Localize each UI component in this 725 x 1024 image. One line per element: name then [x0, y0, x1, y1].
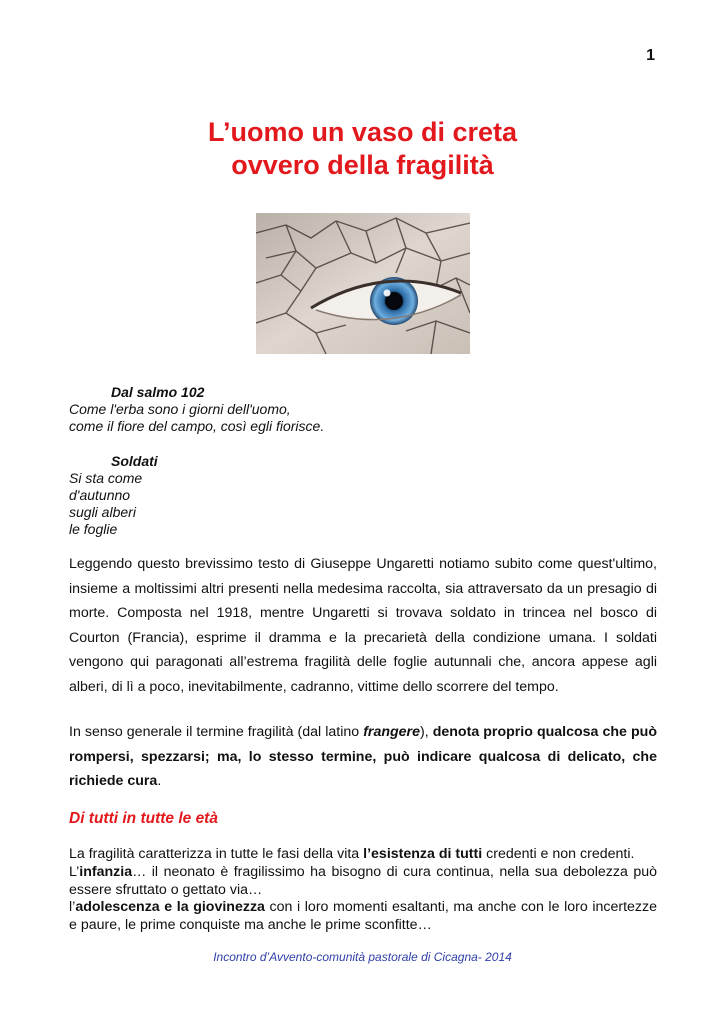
text: L’ — [69, 863, 80, 880]
text: l’ — [69, 899, 76, 916]
bold-text: l’esistenza di tutti — [363, 846, 483, 862]
text: . — [157, 773, 162, 790]
psalm-quote — [69, 384, 657, 435]
poem-line: sugli alberi — [69, 504, 136, 520]
page-title — [0, 116, 725, 182]
eye-illustration — [256, 213, 470, 354]
title-line-2: ovvero della fragilità — [231, 150, 494, 180]
paragraph-ungaretti: Leggendo questo brevissimo testo di Giuseppe Ungaretti notiamo subito come quest'ultimo, insieme a moltissimi altri presenti nella medesima raccolta, sia attraversato da un presagio di morte. Composta nel 1918, mentre Ungaretti si trovava soldato in trincea nel bosco di Courton (Francia), esprime il dramma e la precarietà della condizione umana. I soldati vengono qui paragonati all’estrema fragilità delle foglie autunnali che, ancora appese agli alberi, di lì a poco, inevitabilmente, cadranno, vittime dello scorrere del tempo. — [69, 556, 657, 695]
bold-text: denota proprio qualcosa che può rompersi, spezzarsi; ma, lo stesso termine, può indicare qualcosa di delicato, che richiede cura — [69, 724, 657, 790]
page-footer: Incontro d’Avvento-comunità pastorale di Cicagna- 2014 — [213, 950, 512, 964]
latin-term: frangere — [363, 724, 420, 740]
psalm-line: come il fiore del campo, così egli fiorisce. — [69, 418, 325, 434]
text: … il neonato è fragilissimo ha bisogno di cura continua, nella sua debolezza può essere sfruttato o gettato via… — [69, 863, 657, 898]
text: credenti e non credenti. — [482, 846, 635, 862]
poem-quote — [69, 453, 657, 538]
bold-text: infanzia — [79, 863, 133, 880]
poem-heading: Soldati — [111, 453, 158, 469]
page-number: 1 — [646, 47, 655, 64]
poem-line: d'autunno — [69, 487, 131, 503]
poem-line: le foglie — [69, 521, 118, 537]
title-line-1: L’uomo un vaso di creta — [207, 117, 518, 147]
paragraph-fragility-definition — [69, 720, 657, 794]
bold-text: adolescenza e la giovinezza — [75, 899, 265, 916]
paragraph-ages — [69, 846, 657, 935]
psalm-heading: Dal salmo 102 — [111, 384, 205, 400]
text: La fragilità caratterizza in tutte le fasi della vita — [69, 846, 364, 862]
section-title: Di tutti in tutte le età — [69, 810, 218, 827]
psalm-line: Come l'erba sono i giorni dell'uomo, — [69, 401, 291, 417]
text: con i loro momenti esaltanti, ma anche con le loro incertezze e paure, le prime conquiste ma anche le prime sconfitte… — [69, 899, 657, 934]
text: In senso generale il termine fragilità (dal latino — [69, 724, 364, 740]
poem-line: Si sta come — [69, 470, 143, 486]
text: ), — [419, 724, 433, 740]
cracked-eye-image — [256, 213, 470, 354]
